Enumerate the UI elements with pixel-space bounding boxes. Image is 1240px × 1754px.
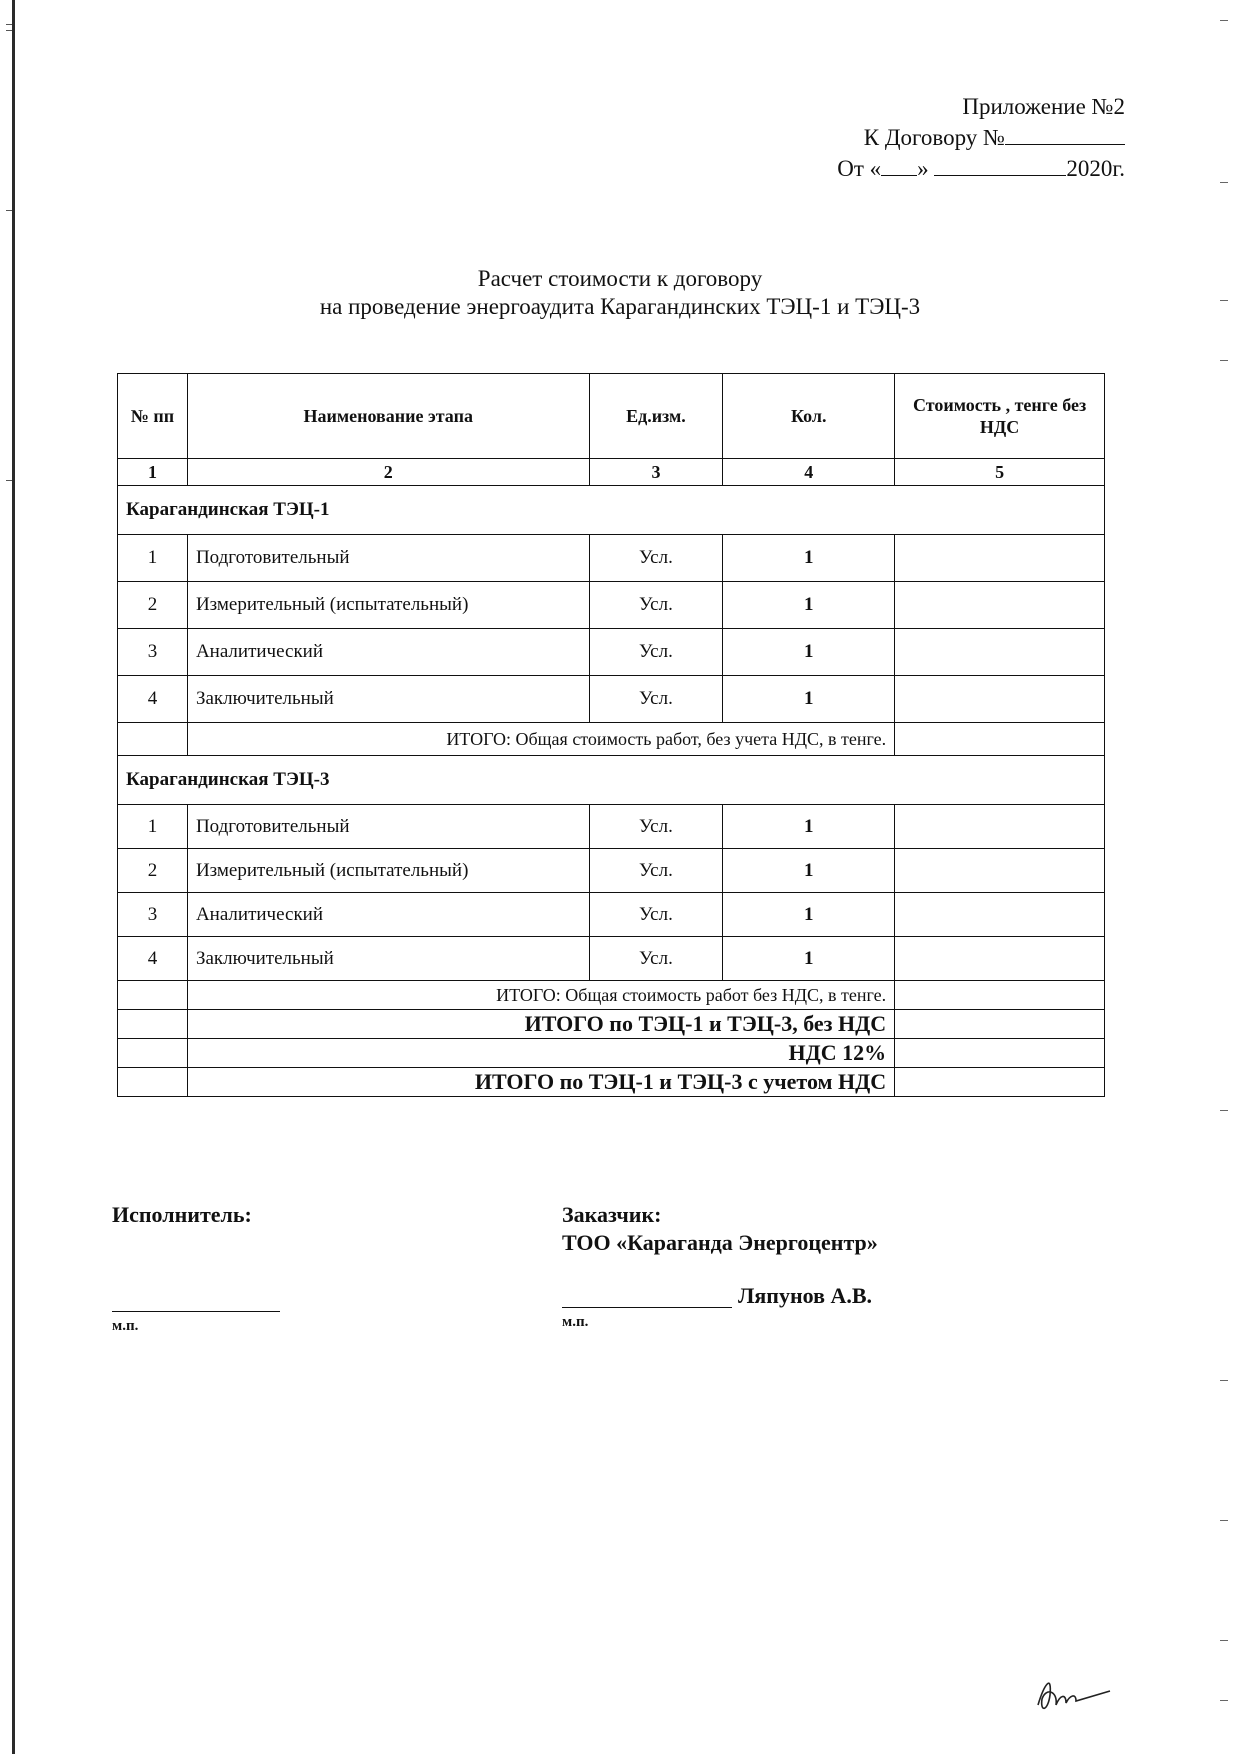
row-number: 3 — [118, 629, 188, 676]
table-row — [118, 805, 1105, 849]
table-row — [118, 582, 1105, 629]
subtotal-row-tec1 — [118, 723, 1105, 756]
quantity-cell: 1 — [723, 582, 895, 629]
handwritten-signature-icon — [1030, 1665, 1120, 1717]
cost-cell — [895, 849, 1105, 893]
total-with-vat-row — [118, 1068, 1105, 1097]
quantity-cell: 1 — [723, 629, 895, 676]
section-heading-row — [118, 486, 1105, 535]
appendix-number: Приложение №2 — [962, 94, 1125, 119]
cost-table — [117, 373, 1105, 1097]
total-with-vat-label: ИТОГО по ТЭЦ-1 и ТЭЦ-3 с учетом НДС — [187, 1068, 894, 1097]
vat-row — [118, 1039, 1105, 1068]
subtotal-label: ИТОГО: Общая стоимость работ без НДС, в тенге. — [187, 981, 894, 1010]
cost-cell — [895, 805, 1105, 849]
header-stage: Наименование этапа — [187, 374, 589, 459]
stage-name: Заключительный — [187, 676, 589, 723]
contract-number-line: К Договору № — [837, 122, 1125, 153]
cost-cell — [895, 535, 1105, 582]
stage-name: Подготовительный — [187, 535, 589, 582]
stage-name: Заключительный — [187, 937, 589, 981]
cost-cell — [895, 1010, 1105, 1039]
empty-cell — [118, 1068, 188, 1097]
customer-stamp-label: м.п. — [562, 1314, 589, 1330]
quantity-cell: 1 — [723, 849, 895, 893]
column-number: 2 — [187, 459, 589, 486]
quantity-cell: 1 — [723, 676, 895, 723]
unit-cell: Усл. — [589, 805, 723, 849]
column-number: 3 — [589, 459, 723, 486]
row-number: 3 — [118, 893, 188, 937]
title-line-1: Расчет стоимости к договору — [477, 266, 763, 291]
cost-cell — [895, 893, 1105, 937]
subtotal-label: ИТОГО: Общая стоимость работ, без учета НДС, в тенге. — [187, 723, 894, 756]
vat-label: НДС 12% — [187, 1039, 894, 1068]
quantity-cell: 1 — [723, 535, 895, 582]
table-row — [118, 535, 1105, 582]
row-number: 1 — [118, 805, 188, 849]
cost-cell — [895, 937, 1105, 981]
customer-signature-line — [562, 1307, 732, 1308]
customer-organization: ТОО «Караганда Энергоцентр» — [562, 1230, 878, 1255]
unit-cell: Усл. — [589, 535, 723, 582]
scan-edge-mark — [1220, 1380, 1228, 1381]
scan-edge-mark — [6, 24, 12, 25]
section-name-tec1: Карагандинская ТЭЦ-1 — [118, 486, 1105, 535]
stage-name: Измерительный (испытательный) — [187, 849, 589, 893]
column-number: 5 — [895, 459, 1105, 486]
scan-edge-mark — [1220, 182, 1228, 183]
header-cost: Стоимость , тенге без НДС — [895, 374, 1105, 459]
customer-label: Заказчик: — [562, 1202, 662, 1227]
executor-stamp-label: м.п. — [112, 1318, 139, 1334]
cost-cell — [895, 1068, 1105, 1097]
scan-edge-mark — [6, 480, 12, 481]
empty-cell — [118, 981, 188, 1010]
cost-cell — [895, 676, 1105, 723]
appendix-header — [837, 92, 1125, 184]
row-number: 1 — [118, 535, 188, 582]
empty-cell — [118, 1039, 188, 1068]
scan-edge-mark — [1220, 20, 1228, 21]
unit-cell: Усл. — [589, 582, 723, 629]
unit-cell: Усл. — [589, 676, 723, 723]
total-without-vat-label: ИТОГО по ТЭЦ-1 и ТЭЦ-3, без НДС — [187, 1010, 894, 1039]
scan-edge-mark — [1220, 1640, 1228, 1641]
executor-label: Исполнитель: — [112, 1202, 252, 1227]
scan-edge-mark — [1220, 1700, 1228, 1701]
row-number: 2 — [118, 849, 188, 893]
quantity-cell: 1 — [723, 805, 895, 849]
table-row — [118, 849, 1105, 893]
stage-name: Измерительный (испытательный) — [187, 582, 589, 629]
column-number: 1 — [118, 459, 188, 486]
table-row — [118, 893, 1105, 937]
date-month-blank — [934, 153, 1066, 176]
unit-cell: Усл. — [589, 893, 723, 937]
stage-name: Аналитический — [187, 893, 589, 937]
row-number: 2 — [118, 582, 188, 629]
customer-signer-name: Ляпунов А.В. — [738, 1283, 873, 1308]
stage-name: Подготовительный — [187, 805, 589, 849]
empty-cell — [118, 723, 188, 756]
quantity-cell: 1 — [723, 937, 895, 981]
contract-number-blank — [1005, 122, 1125, 145]
subtotal-row-tec3 — [118, 981, 1105, 1010]
executor-signature-line — [112, 1311, 280, 1312]
unit-cell: Усл. — [589, 629, 723, 676]
row-number: 4 — [118, 937, 188, 981]
quantity-cell: 1 — [723, 893, 895, 937]
table-row — [118, 937, 1105, 981]
header-unit: Ед.изм. — [589, 374, 723, 459]
row-number: 4 — [118, 676, 188, 723]
unit-cell: Усл. — [589, 849, 723, 893]
scan-edge-mark — [1220, 360, 1228, 361]
scan-edge-mark — [1220, 1520, 1228, 1521]
cost-cell — [895, 629, 1105, 676]
header-quantity: Кол. — [723, 374, 895, 459]
cost-cell — [895, 981, 1105, 1010]
table-header-row — [118, 374, 1105, 459]
scan-edge-line — [12, 0, 15, 1754]
document-title — [0, 265, 1240, 321]
cost-cell — [895, 1039, 1105, 1068]
section-heading-row — [118, 756, 1105, 805]
scan-edge-mark — [1220, 1110, 1228, 1111]
section-name-tec3: Карагандинская ТЭЦ-3 — [118, 756, 1105, 805]
cost-cell — [895, 582, 1105, 629]
unit-cell: Усл. — [589, 937, 723, 981]
title-line-2: на проведение энергоаудита Карагандинских ТЭЦ-1 и ТЭЦ-3 — [319, 294, 921, 319]
cost-cell — [895, 723, 1105, 756]
column-number-row — [118, 459, 1105, 486]
scan-edge-mark — [6, 30, 12, 31]
stage-name: Аналитический — [187, 629, 589, 676]
column-number: 4 — [723, 459, 895, 486]
header-number: № пп — [118, 374, 188, 459]
table-row — [118, 629, 1105, 676]
grand-total-row — [118, 1010, 1105, 1039]
empty-cell — [118, 1010, 188, 1039]
date-day-blank — [881, 153, 917, 176]
scan-edge-mark — [6, 210, 12, 211]
contract-date-line: От « » 2020г. — [837, 153, 1125, 184]
table-row — [118, 676, 1105, 723]
